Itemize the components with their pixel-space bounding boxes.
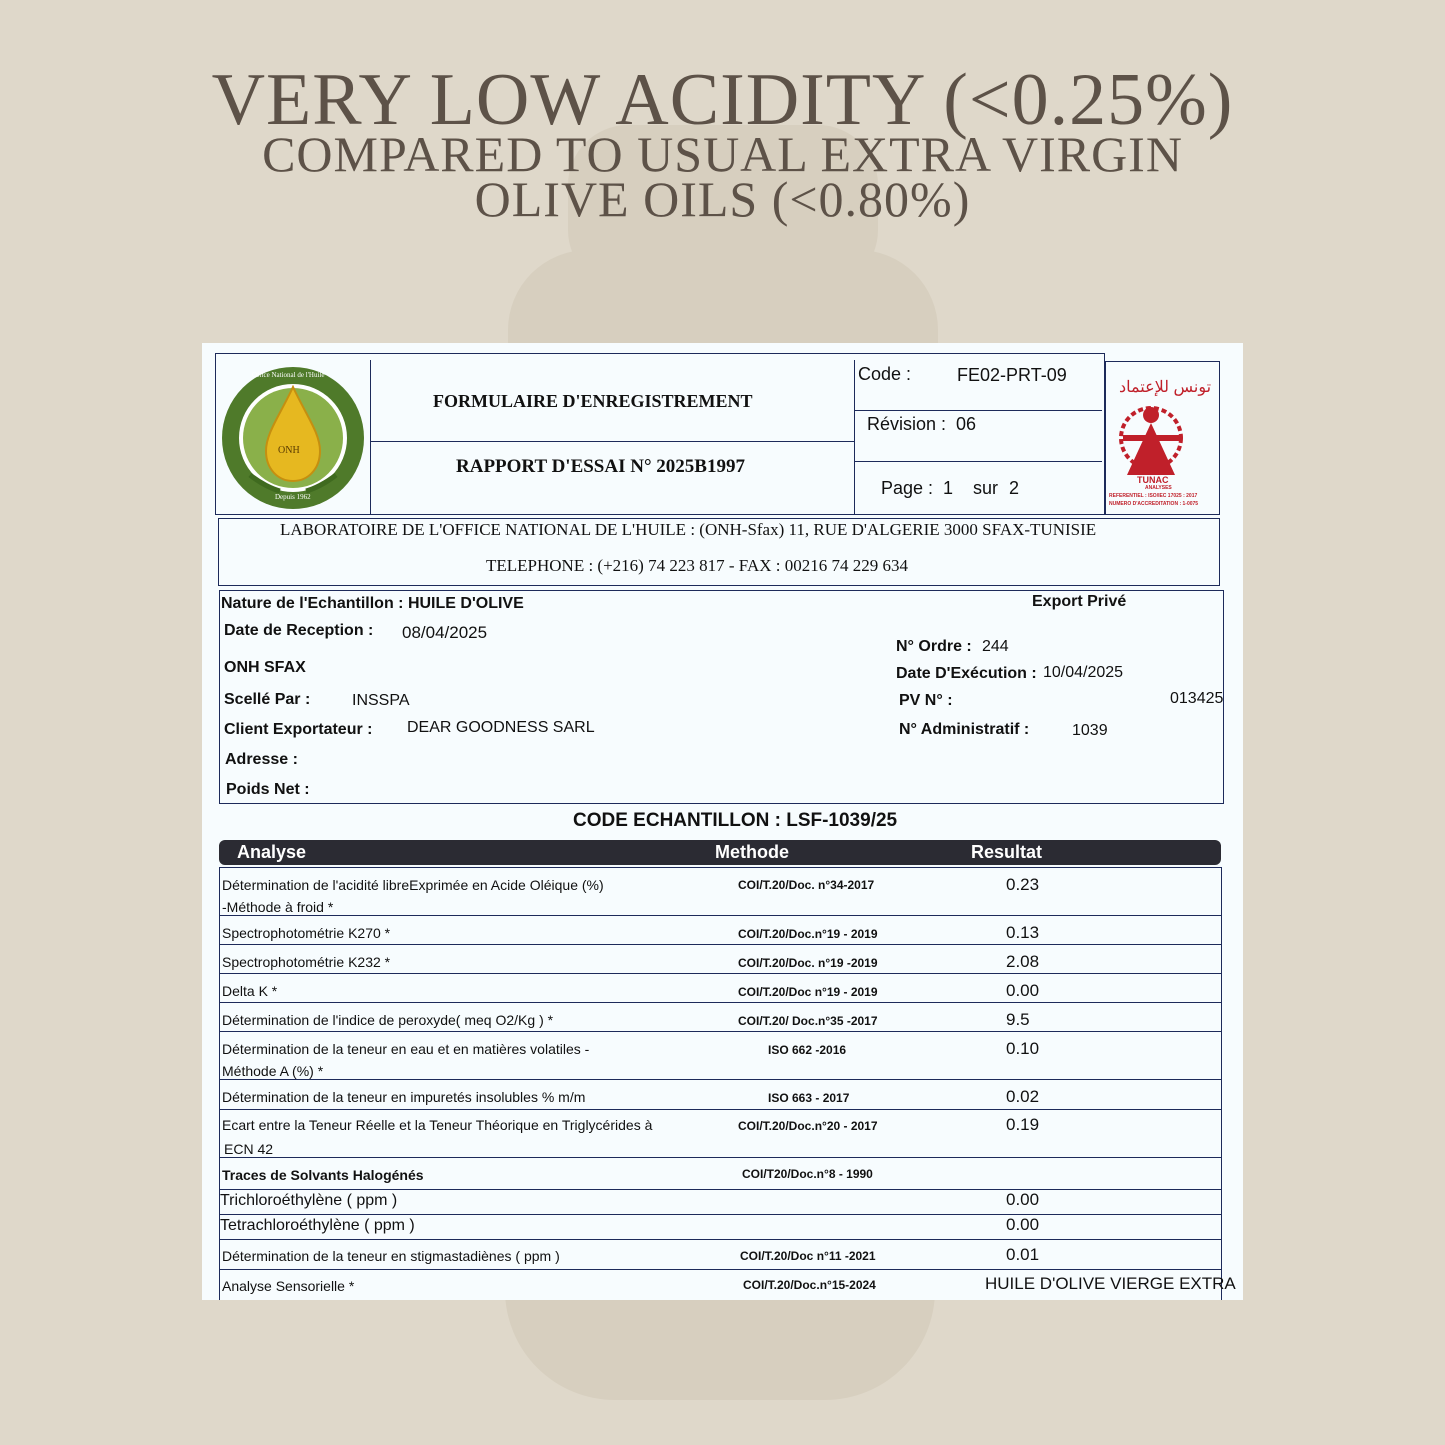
headline-line-2: COMPARED TO USUAL EXTRA VIRGIN [262,126,1183,182]
row-analyse: Delta K * [222,983,278,999]
row-resultat: 2.08 [1006,952,1040,971]
bottle-base-background [505,1290,935,1400]
revision-value: 06 [956,414,977,434]
onh-sfax: ONH SFAX [224,659,306,676]
row-resultat: 0.10 [1006,1039,1040,1058]
test-report-document [202,343,1243,1300]
tunac-logo [1107,365,1219,513]
tunac-arabic-text: تونس للإعتماد [1119,379,1212,396]
row-analyse: Analyse Sensorielle * [222,1278,355,1294]
page-of-label: sur [973,478,999,498]
row-analyse: Détermination de la teneur en eau et en matières volatiles - [222,1041,590,1057]
row-resultat: 9.5 [1006,1010,1030,1029]
row-analyse: Trichloroéthylène ( ppm ) [220,1192,398,1209]
row-methode: COI/T.20/Doc.n°15-2024 [743,1278,876,1292]
row-methode: COI/T20/Doc.n°8 - 1990 [742,1167,873,1181]
row-analyse: Ecart entre la Teneur Réelle et la Teneur Théorique en Triglycérides à [222,1117,653,1133]
row-methode: COI/T.20/Doc.n°19 - 2019 [738,927,878,941]
exec-value: 10/04/2025 [1043,664,1124,681]
row-methode: COI/T.20/Doc. n°34-2017 [738,878,875,892]
page-value: 1 [943,478,954,498]
row-resultat: 0.23 [1006,875,1040,894]
row-analyse-cont: Méthode A (%) * [222,1063,324,1079]
report-title: RAPPORT D'ESSAI N° 2025B1997 [456,456,745,477]
tunac-ref-2: NUMERO D'ACCREDITATION : 1-0075 [1109,501,1199,507]
row-analyse: Détermination de l'acidité libreExprimée en Acide Oléique (%) [222,877,604,893]
onh-logo-center-text: ONH [278,445,300,456]
row-analyse: Détermination de la teneur en impuretés insolubles % m/m [222,1089,586,1105]
headline-line-1: VERY LOW ACIDITY (<0.25%) [211,59,1234,141]
row-resultat: 0.13 [1006,923,1040,942]
sealed-label: Scellé Par : [224,691,311,708]
pv-label: PV N° : [899,692,953,709]
table-header-bar [219,840,1221,865]
client-value: DEAR GOODNESS SARL [407,719,595,736]
page-total: 2 [1009,478,1020,498]
row-resultat: HUILE D'OLIVE VIERGE EXTRA [985,1274,1236,1293]
col-resultat-header: Resultat [971,842,1043,862]
reception-value: 08/04/2025 [402,623,488,642]
headline-line-3: OLIVE OILS (<0.80%) [474,171,971,227]
onh-logo-top-text: Office National de l'Huile [252,371,325,379]
order-label: N° Ordre : [896,638,972,655]
tunac-ref-1: REFERENTIEL : ISO/IEC 17025 : 2017 [1109,493,1198,499]
row-analyse: Spectrophotométrie K232 * [222,954,391,970]
row-analyse: Spectrophotométrie K270 * [222,925,391,941]
row-analyse-cont: ECN 42 [224,1141,274,1157]
row-methode: COI/T.20/Doc n°11 -2021 [740,1249,876,1263]
row-analyse: Tetrachloroéthylène ( ppm ) [220,1217,415,1234]
address-label: Adresse : [225,751,298,768]
row-methode: COI/T.20/Doc. n°19 -2019 [738,956,878,970]
row-methode: COI/T.20/Doc.n°20 - 2017 [738,1119,878,1133]
admin-label: N° Administratif : [899,721,1030,738]
row-resultat: 0.01 [1006,1245,1040,1264]
order-value: 244 [982,638,1009,655]
sealed-value: INSSPA [352,692,410,709]
code-label: Code : [858,364,912,384]
admin-value: 1039 [1072,722,1108,739]
revision-label: Révision : [867,414,947,434]
reception-label: Date de Reception : [224,622,374,639]
tunac-sub: ANALYSES [1145,485,1172,491]
row-methode: COI/T.20/Doc n°19 - 2019 [738,985,878,999]
row-resultat: 0.00 [1006,1190,1040,1209]
weight-label: Poids Net : [226,781,310,798]
export-type: Export Privé [1032,593,1127,610]
client-label: Client Exportateur : [224,721,373,738]
tunac-name: TUNAC [1137,475,1169,485]
col-analyse-header: Analyse [237,842,307,862]
row-resultat: 0.02 [1006,1087,1040,1106]
pv-value: 013425 [1170,690,1224,707]
onh-logo [220,365,366,511]
sample-nature: Nature de l'Echantillon : HUILE D'OLIVE [221,595,524,612]
row-analyse: Détermination de la teneur en stigmastadiènes ( ppm ) [222,1248,560,1264]
code-value: FE02-PRT-09 [957,365,1067,385]
row-methode: ISO 662 -2016 [768,1043,847,1057]
lab-phone: TELEPHONE : (+216) 74 223 817 - FAX : 00216 74 229 634 [486,556,908,575]
col-methode-header: Methode [715,842,789,862]
exec-label: Date D'Exécution : [896,665,1037,682]
form-title: FORMULAIRE D'ENREGISTREMENT [433,391,753,411]
page-label: Page : [881,478,934,498]
onh-logo-bottom-text: Depuis 1962 [275,493,311,501]
row-methode: ISO 663 - 2017 [768,1091,850,1105]
row-analyse: Détermination de l'indice de peroxyde( meq O2/Kg ) * [222,1012,554,1028]
row-resultat: 0.00 [1006,1215,1040,1234]
row-methode: COI/T.20/ Doc.n°35 -2017 [738,1014,878,1028]
row-resultat: 0.00 [1006,981,1040,1000]
lab-address: LABORATOIRE DE L'OFFICE NATIONAL DE L'HUILE : (ONH-Sfax) 11, RUE D'ALGERIE 3000 SFAX-TUNISIE [280,520,1097,539]
code-echantillon: CODE ECHANTILLON : LSF-1039/25 [573,810,898,831]
row-resultat: 0.19 [1006,1115,1040,1134]
row-analyse: Traces de Solvants Halogénés [222,1167,424,1183]
row-analyse-cont: -Méthode à froid * [222,899,334,915]
